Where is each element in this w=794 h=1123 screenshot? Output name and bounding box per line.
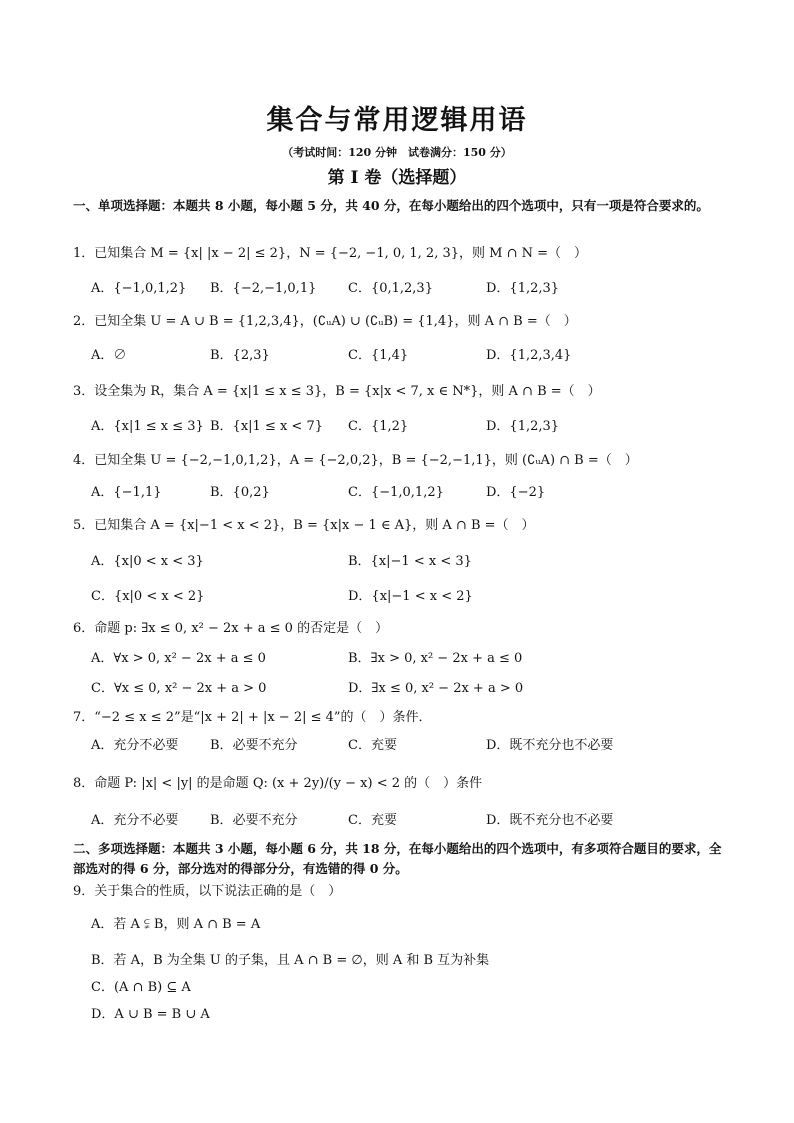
section-label: 二、多项选择题： xyxy=(73,841,174,856)
page-title: 集合与常用逻辑用语 xyxy=(266,105,528,136)
question-9-option-c[interactable]: C．(A ∩ B) ⊆ A xyxy=(91,980,191,995)
section-text: 本题共 3 小题，每小题 6 分，共 18 分，在每小题给出的四个选项中，有多项符合题目的要求，全部选对的得 6 分，部分选对的得部分分，有选错的得 0 分。 xyxy=(73,841,722,876)
question-5-option-d[interactable]: D．{x|−1 < x < 2} xyxy=(348,589,473,604)
question-4-option-a[interactable]: A．{−1,1} xyxy=(91,485,162,500)
section-multiple-choice xyxy=(73,839,725,879)
exam-subtitle: （考试时间：120 分钟 试卷满分：150 分） xyxy=(282,146,512,159)
question-3-option-b[interactable]: B．{x|1 ≤ x < 7} xyxy=(210,419,323,434)
question-8-option-d[interactable]: D．既不充分也不必要 xyxy=(486,813,614,828)
section-single-choice xyxy=(73,196,725,216)
question-8-option-a[interactable]: A．充分不必要 xyxy=(91,813,179,828)
question-9-option-d[interactable]: D．A ∪ B = B ∪ A xyxy=(91,1007,210,1022)
question-4-stem: 4．已知全集 U = {−2,−1,0,1,2}，A = {−2,0,2}，B = {−2,−1,1}，则 (∁ᵤA) ∩ B =（ ） xyxy=(73,453,638,468)
question-2-option-d[interactable]: D．{1,2,3,4} xyxy=(486,348,572,363)
section-text: 本题共 8 小题，每小题 5 分，共 40 分，在每小题给出的四个选项中，只有一项是符合要求的。 xyxy=(173,198,709,213)
question-9-option-b[interactable]: B．若 A，B 为全集 U 的子集，且 A ∩ B = ∅，则 A 和 B 互为补集 xyxy=(91,953,490,968)
question-8-option-c[interactable]: C．充要 xyxy=(348,813,397,828)
part-title: 第 I 卷（选择题） xyxy=(327,168,467,188)
question-9-stem: 9．关于集合的性质，以下说法正确的是（ ） xyxy=(73,884,342,899)
question-5-option-a[interactable]: A．{x|0 < x < 3} xyxy=(91,554,204,569)
question-5-option-b[interactable]: B．{x|−1 < x < 3} xyxy=(348,554,472,569)
question-1-option-b[interactable]: B．{−2,−1,0,1} xyxy=(210,281,317,296)
question-6-option-d[interactable]: D．∃x ≤ 0, x² − 2x + a > 0 xyxy=(348,681,524,696)
question-7-option-c[interactable]: C．充要 xyxy=(348,738,397,753)
question-8-option-b[interactable]: B．必要不充分 xyxy=(210,813,298,828)
question-6-option-c[interactable]: C．∀x ≤ 0, x² − 2x + a > 0 xyxy=(91,681,267,696)
question-7-option-d[interactable]: D．既不充分也不必要 xyxy=(486,738,614,753)
question-3-option-a[interactable]: A．{x|1 ≤ x ≤ 3} xyxy=(91,419,204,434)
question-7-option-b[interactable]: B．必要不充分 xyxy=(210,738,298,753)
question-1-option-a[interactable]: A．{−1,0,1,2} xyxy=(91,281,187,296)
question-7-stem: 7．“−2 ≤ x ≤ 2”是“|x + 2| + |x − 2| ≤ 4”的（ ）条件． xyxy=(73,710,432,725)
question-8-stem: 8．命题 P: |x| < |y| 的是命题 Q: (x + 2y)/(y − x) < 2 的（ ）条件 xyxy=(73,776,483,791)
question-7-option-a[interactable]: A．充分不必要 xyxy=(91,738,179,753)
question-4-option-b[interactable]: B．{0,2} xyxy=(210,485,270,500)
question-5-option-c[interactable]: C．{x|0 < x < 2} xyxy=(91,589,205,604)
question-6-option-b[interactable]: B．∃x > 0, x² − 2x + a ≤ 0 xyxy=(348,651,523,666)
question-6-stem: 6．命题 p: ∃x ≤ 0, x² − 2x + a ≤ 0 的否定是（ ） xyxy=(73,621,389,636)
question-1-option-c[interactable]: C．{0,1,2,3} xyxy=(348,281,433,296)
question-3-stem: 3．设全集为 R，集合 A = {x|1 ≤ x ≤ 3}，B = {x|x < 7, x ∈ N*}，则 A ∩ B =（ ） xyxy=(73,384,601,399)
question-5-stem: 5．已知集合 A = {x|−1 < x < 2}，B = {x|x − 1 ∈ A}，则 A ∩ B =（ ） xyxy=(73,518,535,533)
question-9-option-a[interactable]: A．若 A ⫋ B，则 A ∩ B = A xyxy=(91,917,261,932)
question-4-option-d[interactable]: D．{−2} xyxy=(486,485,546,500)
question-3-option-c[interactable]: C．{1,2} xyxy=(348,419,409,434)
question-1-stem: 1．已知集合 M = {x| |x − 2| ≤ 2}，N = {−2, −1, 0, 1, 2, 3}，则 M ∩ N =（ ） xyxy=(73,246,588,261)
question-6-option-a[interactable]: A．∀x > 0, x² − 2x + a ≤ 0 xyxy=(91,651,266,666)
question-2-option-c[interactable]: C．{1,4} xyxy=(348,348,409,363)
question-4-option-c[interactable]: C．{−1,0,1,2} xyxy=(348,485,444,500)
section-label: 一、单项选择题： xyxy=(73,198,174,213)
question-3-option-d[interactable]: D．{1,2,3} xyxy=(486,419,560,434)
question-2-option-a[interactable]: A．∅ xyxy=(91,348,127,363)
question-2-stem: 2．已知全集 U = A ∪ B = {1,2,3,4}，(∁ᵤA) ∪ (∁ᵤB) = {1,4}，则 A ∩ B =（ ） xyxy=(73,314,577,329)
question-2-option-b[interactable]: B．{2,3} xyxy=(210,348,270,363)
question-1-option-d[interactable]: D．{1,2,3} xyxy=(486,281,560,296)
